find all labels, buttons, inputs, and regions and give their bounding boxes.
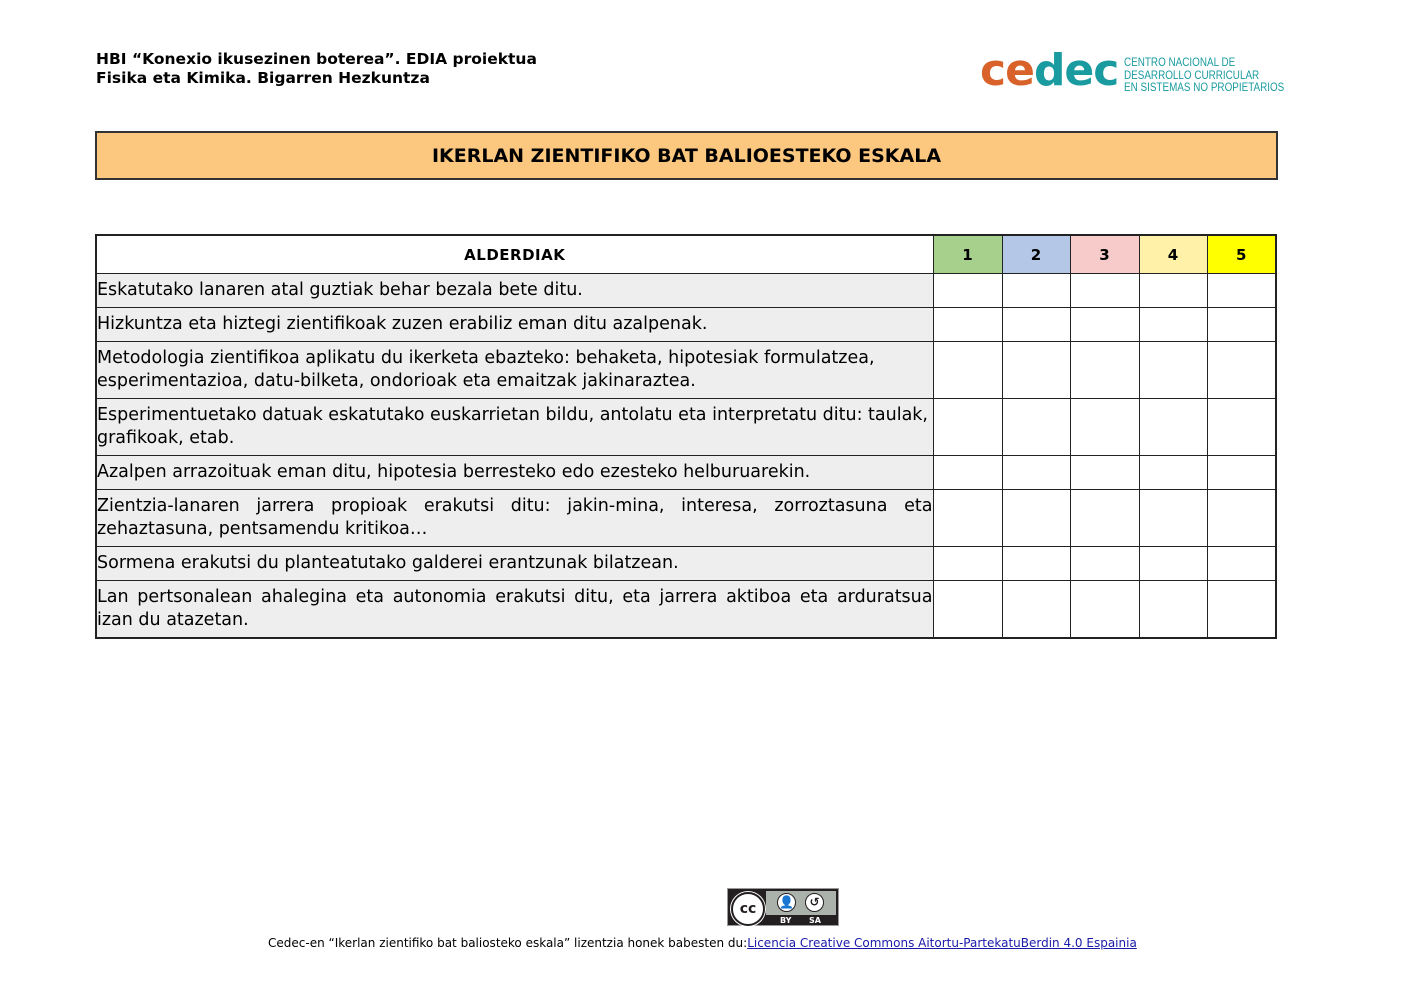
score-header-2: 2: [1002, 235, 1070, 274]
aspect-text: Eskatutako lanaren atal guztiak behar bezala bete ditu.: [96, 274, 933, 308]
score-cell: [1139, 308, 1207, 342]
table-row: [96, 399, 1276, 456]
aspect-text: Lan pertsonalean ahalegina eta autonomia erakutsi ditu, eta jarrera aktiboa eta arduratsua izan du atazetan.: [96, 581, 933, 638]
score-cell: [1207, 456, 1276, 490]
cedec-logo-word: cedec: [980, 45, 1119, 96]
score-cell: [1002, 399, 1070, 456]
score-cell: [933, 274, 1002, 308]
score-header-1: 1: [933, 235, 1002, 274]
table-row: [96, 274, 1276, 308]
table-row: [96, 547, 1276, 581]
score-cell: [1139, 490, 1207, 547]
score-cell: [933, 308, 1002, 342]
score-cell: [1002, 308, 1070, 342]
score-cell: [1002, 274, 1070, 308]
score-cell: [1207, 399, 1276, 456]
share-alike-icon: ↺: [805, 893, 824, 912]
score-cell: [1070, 342, 1139, 399]
table-row: [96, 456, 1276, 490]
table-row: [96, 581, 1276, 638]
rating-scale-table: [95, 234, 1277, 639]
cc-icon: cc: [731, 892, 765, 926]
aspect-text: Azalpen arrazoituak eman ditu, hipotesia berresteko edo ezesteko helburuarekin.: [96, 456, 933, 490]
aspect-text: Esperimentuetako datuak eskatutako euskarrietan bildu, antolatu eta interpretatu ditu: taulak, grafikoak, etab.: [96, 399, 933, 456]
score-cell: [1002, 581, 1070, 638]
aspect-text: Hizkuntza eta hiztegi zientifikoak zuzen erabiliz eman ditu azalpenak.: [96, 308, 933, 342]
score-cell: [933, 490, 1002, 547]
score-cell: [1139, 274, 1207, 308]
score-cell: [1002, 490, 1070, 547]
score-cell: [1070, 399, 1139, 456]
score-cell: [1207, 490, 1276, 547]
cc-license-badge[interactable]: [727, 888, 839, 926]
aspect-text: Zientzia-lanaren jarrera propioak erakutsi ditu: jakin-mina, interesa, zorroztasuna eta zehaztasuna, pentsamendu kritikoa…: [96, 490, 933, 547]
score-cell: [933, 547, 1002, 581]
score-header-5: 5: [1207, 235, 1276, 274]
score-cell: [1139, 547, 1207, 581]
score-cell: [1070, 581, 1139, 638]
license-link[interactable]: Licencia Creative Commons Aitortu-PartekatuBerdin 4.0 Espainia: [747, 936, 1137, 950]
score-cell: [1207, 308, 1276, 342]
score-cell: [933, 399, 1002, 456]
header-line-project: HBI “Konexio ikusezinen boterea”. EDIA proiektua: [96, 50, 537, 68]
score-cell: [1070, 490, 1139, 547]
license-text: Cedec-en “Ikerlan zientifiko bat baliosteko eskala” lizentzia honek babesten du:: [268, 936, 748, 950]
by-label: BY: [780, 916, 792, 925]
score-cell: [933, 342, 1002, 399]
page-title: IKERLAN ZIENTIFIKO BAT BALIOESTEKO ESKALA: [95, 131, 1278, 180]
table-row: [96, 342, 1276, 399]
score-cell: [1139, 456, 1207, 490]
score-cell: [1207, 581, 1276, 638]
table-row: [96, 490, 1276, 547]
score-cell: [1139, 581, 1207, 638]
aspect-text: Metodologia zientifikoa aplikatu du ikerketa ebazteko: behaketa, hipotesiak formulatzea, esperimentazioa, datu-bilketa, ondorioak eta emaitzak jakinaraztea.: [96, 342, 933, 399]
cedec-logo-subtitle: CENTRO NACIONAL DE DESARROLLO CURRICULAR EN SISTEMAS NO PROPIETARIOS: [1124, 57, 1285, 94]
score-cell: [933, 456, 1002, 490]
score-cell: [1139, 399, 1207, 456]
score-cell: [1207, 342, 1276, 399]
attribution-icon: 👤: [777, 893, 796, 912]
score-cell: [1070, 547, 1139, 581]
score-cell: [1002, 342, 1070, 399]
aspect-text: Sormena erakutsi du planteatutako galderei erantzunak bilatzean.: [96, 547, 933, 581]
document-header: [96, 50, 537, 88]
table-header-row: [96, 235, 1276, 274]
score-cell: [1139, 342, 1207, 399]
score-cell: [1070, 274, 1139, 308]
score-cell: [933, 581, 1002, 638]
score-header-4: 4: [1139, 235, 1207, 274]
header-line-subject: Fisika eta Kimika. Bigarren Hezkuntza: [96, 69, 430, 87]
score-cell: [1070, 456, 1139, 490]
cedec-logo: [980, 45, 1290, 98]
aspects-column-header: ALDERDIAK: [96, 235, 933, 274]
table-row: [96, 308, 1276, 342]
sa-label: SA: [809, 916, 821, 925]
score-cell: [1070, 308, 1139, 342]
score-cell: [1207, 274, 1276, 308]
score-cell: [1002, 456, 1070, 490]
score-cell: [1207, 547, 1276, 581]
score-cell: [1002, 547, 1070, 581]
score-header-3: 3: [1070, 235, 1139, 274]
